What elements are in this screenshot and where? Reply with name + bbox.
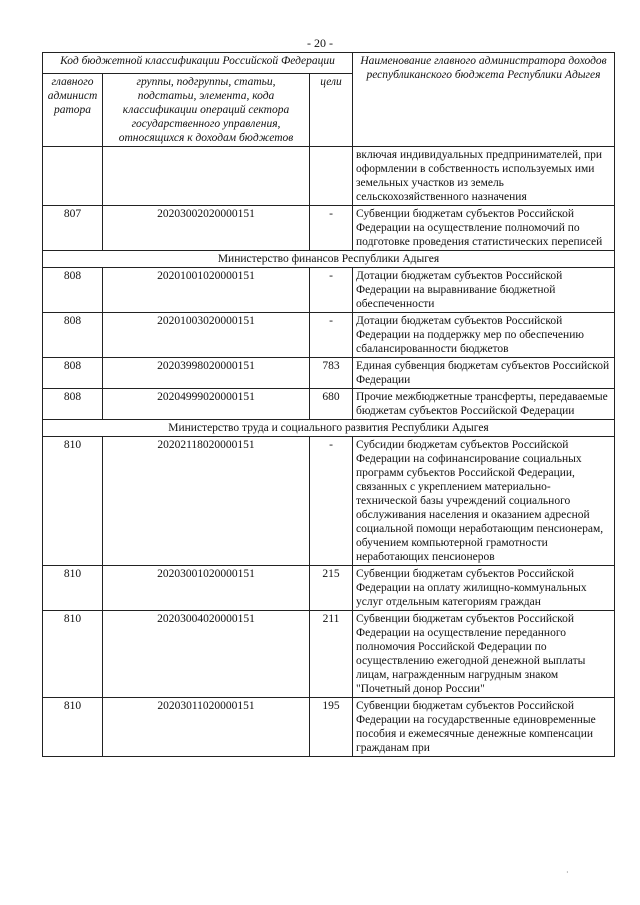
scan-mark: · bbox=[566, 868, 569, 877]
target-code-cell: 783 bbox=[310, 358, 353, 389]
table-body bbox=[43, 147, 615, 757]
ministry-title: Министерство финансов Республики Адыгея bbox=[43, 251, 615, 268]
table-row bbox=[43, 358, 615, 389]
kbk-code-cell: 20203998020000151 bbox=[103, 358, 310, 389]
revenue-name-cell: Субвенции бюджетам субъектов Российской Федерации на осуществление переданного полномочия Российской Федерации по осуществлению ежегодной денежной выплаты лицам, награжденным нагрудным знаком "Почетный донор России" bbox=[353, 611, 615, 698]
revenue-name-cell: Прочие межбюджетные трансферты, передаваемые бюджетам субъектов Российской Федерации bbox=[353, 389, 615, 420]
target-code-cell: 680 bbox=[310, 389, 353, 420]
header-col-groups: группы, подгруппы, статьи, подстатьи, элемента, кода классификации операций сектора государственного управления, относящихся к доходам бюджетов bbox=[103, 74, 310, 147]
admin-code-cell: 807 bbox=[43, 206, 103, 251]
target-code-cell: - bbox=[310, 437, 353, 566]
revenue-name-cell: Дотации бюджетам субъектов Российской Федерации на выравнивание бюджетной обеспеченности bbox=[353, 268, 615, 313]
ministry-row bbox=[43, 251, 615, 268]
admin-code-cell: 808 bbox=[43, 358, 103, 389]
kbk-code-cell: 20203002020000151 bbox=[103, 206, 310, 251]
target-code-cell: 211 bbox=[310, 611, 353, 698]
table-row bbox=[43, 313, 615, 358]
target-code-cell: 195 bbox=[310, 698, 353, 757]
table-row bbox=[43, 268, 615, 313]
revenue-name-cell: Субвенции бюджетам субъектов Российской Федерации на осуществление полномочий по подготовке проведения статистических переписей bbox=[353, 206, 615, 251]
target-code-cell bbox=[310, 147, 353, 206]
kbk-code-cell: 20204999020000151 bbox=[103, 389, 310, 420]
revenue-name-cell: Дотации бюджетам субъектов Российской Федерации на поддержку мер по обеспечению сбалансированности бюджетов bbox=[353, 313, 615, 358]
revenue-name-cell: Субвенции бюджетам субъектов Российской Федерации на государственные единовременные пособия и ежемесячные денежные компенсации гражданам при bbox=[353, 698, 615, 757]
revenue-name-cell: Единая субвенция бюджетам субъектов Российской Федерации bbox=[353, 358, 615, 389]
page-number: - 20 - bbox=[307, 36, 333, 50]
table-row bbox=[43, 389, 615, 420]
target-code-cell: - bbox=[310, 268, 353, 313]
target-code-cell: 215 bbox=[310, 566, 353, 611]
table-row bbox=[43, 147, 615, 206]
admin-code-cell: 810 bbox=[43, 698, 103, 757]
revenue-name-cell: Субсидии бюджетам субъектов Российской Федерации на софинансирование социальных программ субъектов Российской Федерации, связанных с укреплением материально-технической базы учреждений социального обслуживания населения и оказанием адресной социальной помощи неработающим пенсионерам, обучением компьютерной грамотности неработающих пенсионеров bbox=[353, 437, 615, 566]
header-bk-code: Код бюджетной классификации Российской Федерации bbox=[43, 53, 353, 74]
budget-classification-table bbox=[42, 52, 615, 757]
ministry-title: Министерство труда и социального развития Республики Адыгея bbox=[43, 420, 615, 437]
table-row bbox=[43, 206, 615, 251]
admin-code-cell: 808 bbox=[43, 268, 103, 313]
header-admin-name: Наименование главного администратора доходов республиканского бюджета Республики Адыгея bbox=[353, 53, 615, 147]
kbk-code-cell: 20201001020000151 bbox=[103, 268, 310, 313]
kbk-code-cell: 20202118020000151 bbox=[103, 437, 310, 566]
admin-code-cell: 808 bbox=[43, 389, 103, 420]
kbk-code-cell: 20203001020000151 bbox=[103, 566, 310, 611]
header-col-admin: главного админист ратора bbox=[43, 74, 103, 147]
table-row bbox=[43, 611, 615, 698]
admin-code-cell: 808 bbox=[43, 313, 103, 358]
admin-code-cell: 810 bbox=[43, 611, 103, 698]
table-row bbox=[43, 437, 615, 566]
revenue-name-cell: Субвенции бюджетам субъектов Российской Федерации на оплату жилищно-коммунальных услуг отдельным категориям граждан bbox=[353, 566, 615, 611]
target-code-cell: - bbox=[310, 313, 353, 358]
ministry-row bbox=[43, 420, 615, 437]
admin-code-cell: 810 bbox=[43, 437, 103, 566]
kbk-code-cell: 20201003020000151 bbox=[103, 313, 310, 358]
target-code-cell: - bbox=[310, 206, 353, 251]
revenue-name-cell: включая индивидуальных предпринимателей, при оформлении в собственность используемых ими земельных участков из земель сельскохозяйственного назначения bbox=[353, 147, 615, 206]
kbk-code-cell bbox=[103, 147, 310, 206]
admin-code-cell bbox=[43, 147, 103, 206]
table-row bbox=[43, 698, 615, 757]
kbk-code-cell: 20203004020000151 bbox=[103, 611, 310, 698]
kbk-code-cell: 20203011020000151 bbox=[103, 698, 310, 757]
header-col-target: цели bbox=[310, 74, 353, 147]
admin-code-cell: 810 bbox=[43, 566, 103, 611]
table-row bbox=[43, 566, 615, 611]
